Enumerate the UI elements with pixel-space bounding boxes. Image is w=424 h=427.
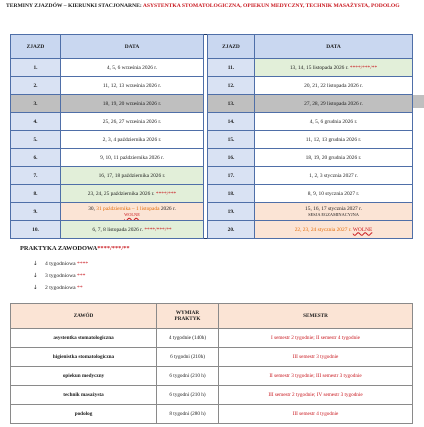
zjazd-number: 11. bbox=[208, 59, 255, 77]
list-item-text: 4 tygodniowa bbox=[45, 261, 78, 267]
zjazd-date: 11, 12, 13 września 2026 r. bbox=[61, 77, 204, 95]
table-row bbox=[11, 348, 413, 367]
zjazd-number: 15. bbox=[208, 131, 255, 149]
zjazd-number: 17. bbox=[208, 167, 255, 185]
list-item bbox=[33, 258, 88, 270]
zjazd-number: 16. bbox=[208, 149, 255, 167]
zjazd-date bbox=[61, 185, 204, 203]
zjazd-number: 12. bbox=[208, 77, 255, 95]
arrow-down-icon: ↓ bbox=[33, 285, 38, 291]
schedule-header-row bbox=[11, 35, 413, 59]
header-zawod: ZAWÓD bbox=[11, 304, 157, 329]
zjazd-date: 16, 17, 18 października 2026 r. bbox=[61, 167, 204, 185]
header-zjazd-right: ZJAZD bbox=[208, 35, 255, 59]
practice-title-mark: ****/***/** bbox=[97, 245, 130, 252]
table-row bbox=[11, 405, 413, 424]
wymiar-cell: 8 tygodni (280 h) bbox=[157, 405, 219, 424]
practice-title bbox=[20, 245, 130, 252]
table-row bbox=[11, 59, 413, 77]
header-data-right: DATA bbox=[255, 35, 413, 59]
zjazd-date: 27, 28, 29 listopada 2026 r. bbox=[255, 95, 413, 113]
semestr-cell: II semestr 3 tygodnie; III semestr 3 tygodnie bbox=[219, 367, 413, 386]
table-row bbox=[11, 386, 413, 405]
wymiar-cell: 6 tygodni (210h) bbox=[157, 348, 219, 367]
zjazd-date bbox=[61, 221, 204, 239]
wymiar-cell: 6 tygodni (210 h) bbox=[157, 367, 219, 386]
schedule-table bbox=[10, 34, 413, 239]
header-zjazd-left: ZJAZD bbox=[11, 35, 61, 59]
practice-title-text: PRAKTYKA ZAWODOWA bbox=[20, 245, 98, 252]
arrow-down-icon: ↓ bbox=[33, 273, 38, 279]
zjazd-number: 1. bbox=[11, 59, 61, 77]
zjazd-date bbox=[255, 221, 413, 239]
table-row bbox=[11, 329, 413, 348]
zjazd-number: 9. bbox=[11, 203, 61, 221]
semestr-cell: III semestr 3 tygodnie bbox=[219, 348, 413, 367]
table-row bbox=[11, 113, 413, 131]
zjazd-number: 2. bbox=[11, 77, 61, 95]
zjazd-date bbox=[255, 203, 413, 221]
header-wymiar-line2: PRAKTYK bbox=[174, 316, 201, 322]
zjazd-date-text: 6, 7, 8 listopada 2026 r. bbox=[92, 226, 145, 233]
semestr-cell: I semestr 2 tygodnie; II semestr 4 tygodnie bbox=[219, 329, 413, 348]
table-row bbox=[11, 203, 413, 221]
practice-list bbox=[33, 258, 88, 294]
zawod-cell: technik masażysta bbox=[11, 386, 157, 405]
list-item-text: 2 tygodniowa bbox=[45, 285, 78, 291]
zjazd-date: 9, 10, 11 października 2026 r. bbox=[61, 149, 204, 167]
table-row bbox=[11, 221, 413, 239]
zjazd-number: 5. bbox=[11, 131, 61, 149]
zjazd-date-year: 2026 r. bbox=[159, 206, 176, 212]
zjazd-number: 8. bbox=[11, 185, 61, 203]
header-wymiar bbox=[157, 304, 219, 329]
header-wymiar-line1: WYMIAR bbox=[175, 310, 200, 316]
zjazd-date-free: WOLNE bbox=[124, 212, 140, 217]
wymiar-cell: 4 tygodnie (140h) bbox=[157, 329, 219, 348]
zjazd-date-text: 13, 14, 15 listopada 2026 r. bbox=[289, 64, 350, 71]
table-row bbox=[11, 367, 413, 386]
zjazd-date-text: 22, 23, 24 stycznia 2027 r. bbox=[294, 226, 353, 233]
zjazd-mark: WOLNE bbox=[352, 226, 373, 233]
zjazd-number: 13. bbox=[208, 95, 255, 113]
zjazd-date-text: 23, 24, 25 października 2026 r. bbox=[87, 190, 156, 197]
table-row bbox=[11, 167, 413, 185]
zjazd-date: 1, 2, 3 stycznia 2027 r. bbox=[255, 167, 413, 185]
zjazd-mark: ****/*** bbox=[155, 190, 177, 197]
zjazd-number: 10. bbox=[11, 221, 61, 239]
zjazd-number: 7. bbox=[11, 167, 61, 185]
list-item-mark: ** bbox=[77, 285, 83, 291]
zjazd-number: 4. bbox=[11, 113, 61, 131]
zjazd-date-text: 30, bbox=[88, 206, 97, 212]
zjazd-date: 20, 21, 22 listopada 2026 r. bbox=[255, 77, 413, 95]
zjazd-number: 3. bbox=[11, 95, 61, 113]
zawod-cell: higienistka stomatologiczna bbox=[11, 348, 157, 367]
practice-header-row bbox=[11, 304, 413, 329]
zjazd-date: 18, 19, 20 grudnia 2026 r. bbox=[255, 149, 413, 167]
title-prefix: TERMINY ZJAZDÓW – KIERUNKI STACJONARNE: bbox=[6, 3, 143, 9]
exam-session-note: SESJA EGZAMINACYJNA bbox=[308, 212, 359, 217]
list-item-text: 3 tygodniowa bbox=[45, 273, 78, 279]
zjazd-date-holiday: 31 października – 1 listopada bbox=[96, 206, 160, 212]
table-row bbox=[11, 95, 413, 113]
zjazd-number: 14. bbox=[208, 113, 255, 131]
zjazd-number: 6. bbox=[11, 149, 61, 167]
table-row bbox=[11, 149, 413, 167]
zjazd-date: 4, 5, 6 września 2026 r. bbox=[61, 59, 204, 77]
table-row bbox=[11, 131, 413, 149]
zjazd-date: 4, 5, 6 grudnia 2026 r. bbox=[255, 113, 413, 131]
list-item bbox=[33, 282, 88, 294]
title-accent: ASYSTENTKA STOMATOLOGICZNA, OPIEKUN MEDYCZNY, TECHNIK MASAŻYSTA, PODOLOG bbox=[142, 3, 400, 9]
zjazd-mark: ****/***/** bbox=[144, 226, 172, 233]
list-item-mark: **** bbox=[77, 261, 89, 267]
zawod-cell: asystentka stomatologiczna bbox=[11, 329, 157, 348]
zjazd-date: 11, 12, 13 grudnia 2026 r. bbox=[255, 131, 413, 149]
practice-table bbox=[10, 303, 413, 424]
zjazd-number: 19. bbox=[208, 203, 255, 221]
table-row bbox=[11, 77, 413, 95]
zjazd-date: 2, 3, 4 października 2026 r. bbox=[61, 131, 204, 149]
zjazd-number: 20. bbox=[208, 221, 255, 239]
zawod-cell: podolog bbox=[11, 405, 157, 424]
zjazd-date-text: 15, 16, 17 stycznia 2027 r. bbox=[305, 206, 362, 212]
zjazd-date: 8, 9, 10 stycznia 2027 r. bbox=[255, 185, 413, 203]
zawod-cell: opiekun medyczny bbox=[11, 367, 157, 386]
document-title bbox=[6, 2, 416, 10]
table-row bbox=[11, 185, 413, 203]
zjazd-date bbox=[61, 203, 204, 221]
semestr-cell: III semestr 2 tygodnie; IV semestr 3 tygodnie bbox=[219, 386, 413, 405]
semestr-cell: III semestr 4 tygodnie bbox=[219, 405, 413, 424]
arrow-down-icon: ↓ bbox=[33, 261, 38, 267]
zjazd-number: 18. bbox=[208, 185, 255, 203]
header-data-left: DATA bbox=[61, 35, 204, 59]
zjazd-mark: ****/***/** bbox=[349, 64, 378, 71]
list-item bbox=[33, 270, 88, 282]
row-highlight-bar bbox=[413, 95, 424, 108]
wymiar-cell: 6 tygodni (210 h) bbox=[157, 386, 219, 405]
zjazd-date bbox=[255, 59, 413, 77]
zjazd-date: 18, 19, 20 września 2026 r. bbox=[61, 95, 204, 113]
list-item-mark: *** bbox=[77, 273, 86, 279]
header-semestr: SEMESTR bbox=[219, 304, 413, 329]
zjazd-date: 25, 26, 27 września 2026 r. bbox=[61, 113, 204, 131]
